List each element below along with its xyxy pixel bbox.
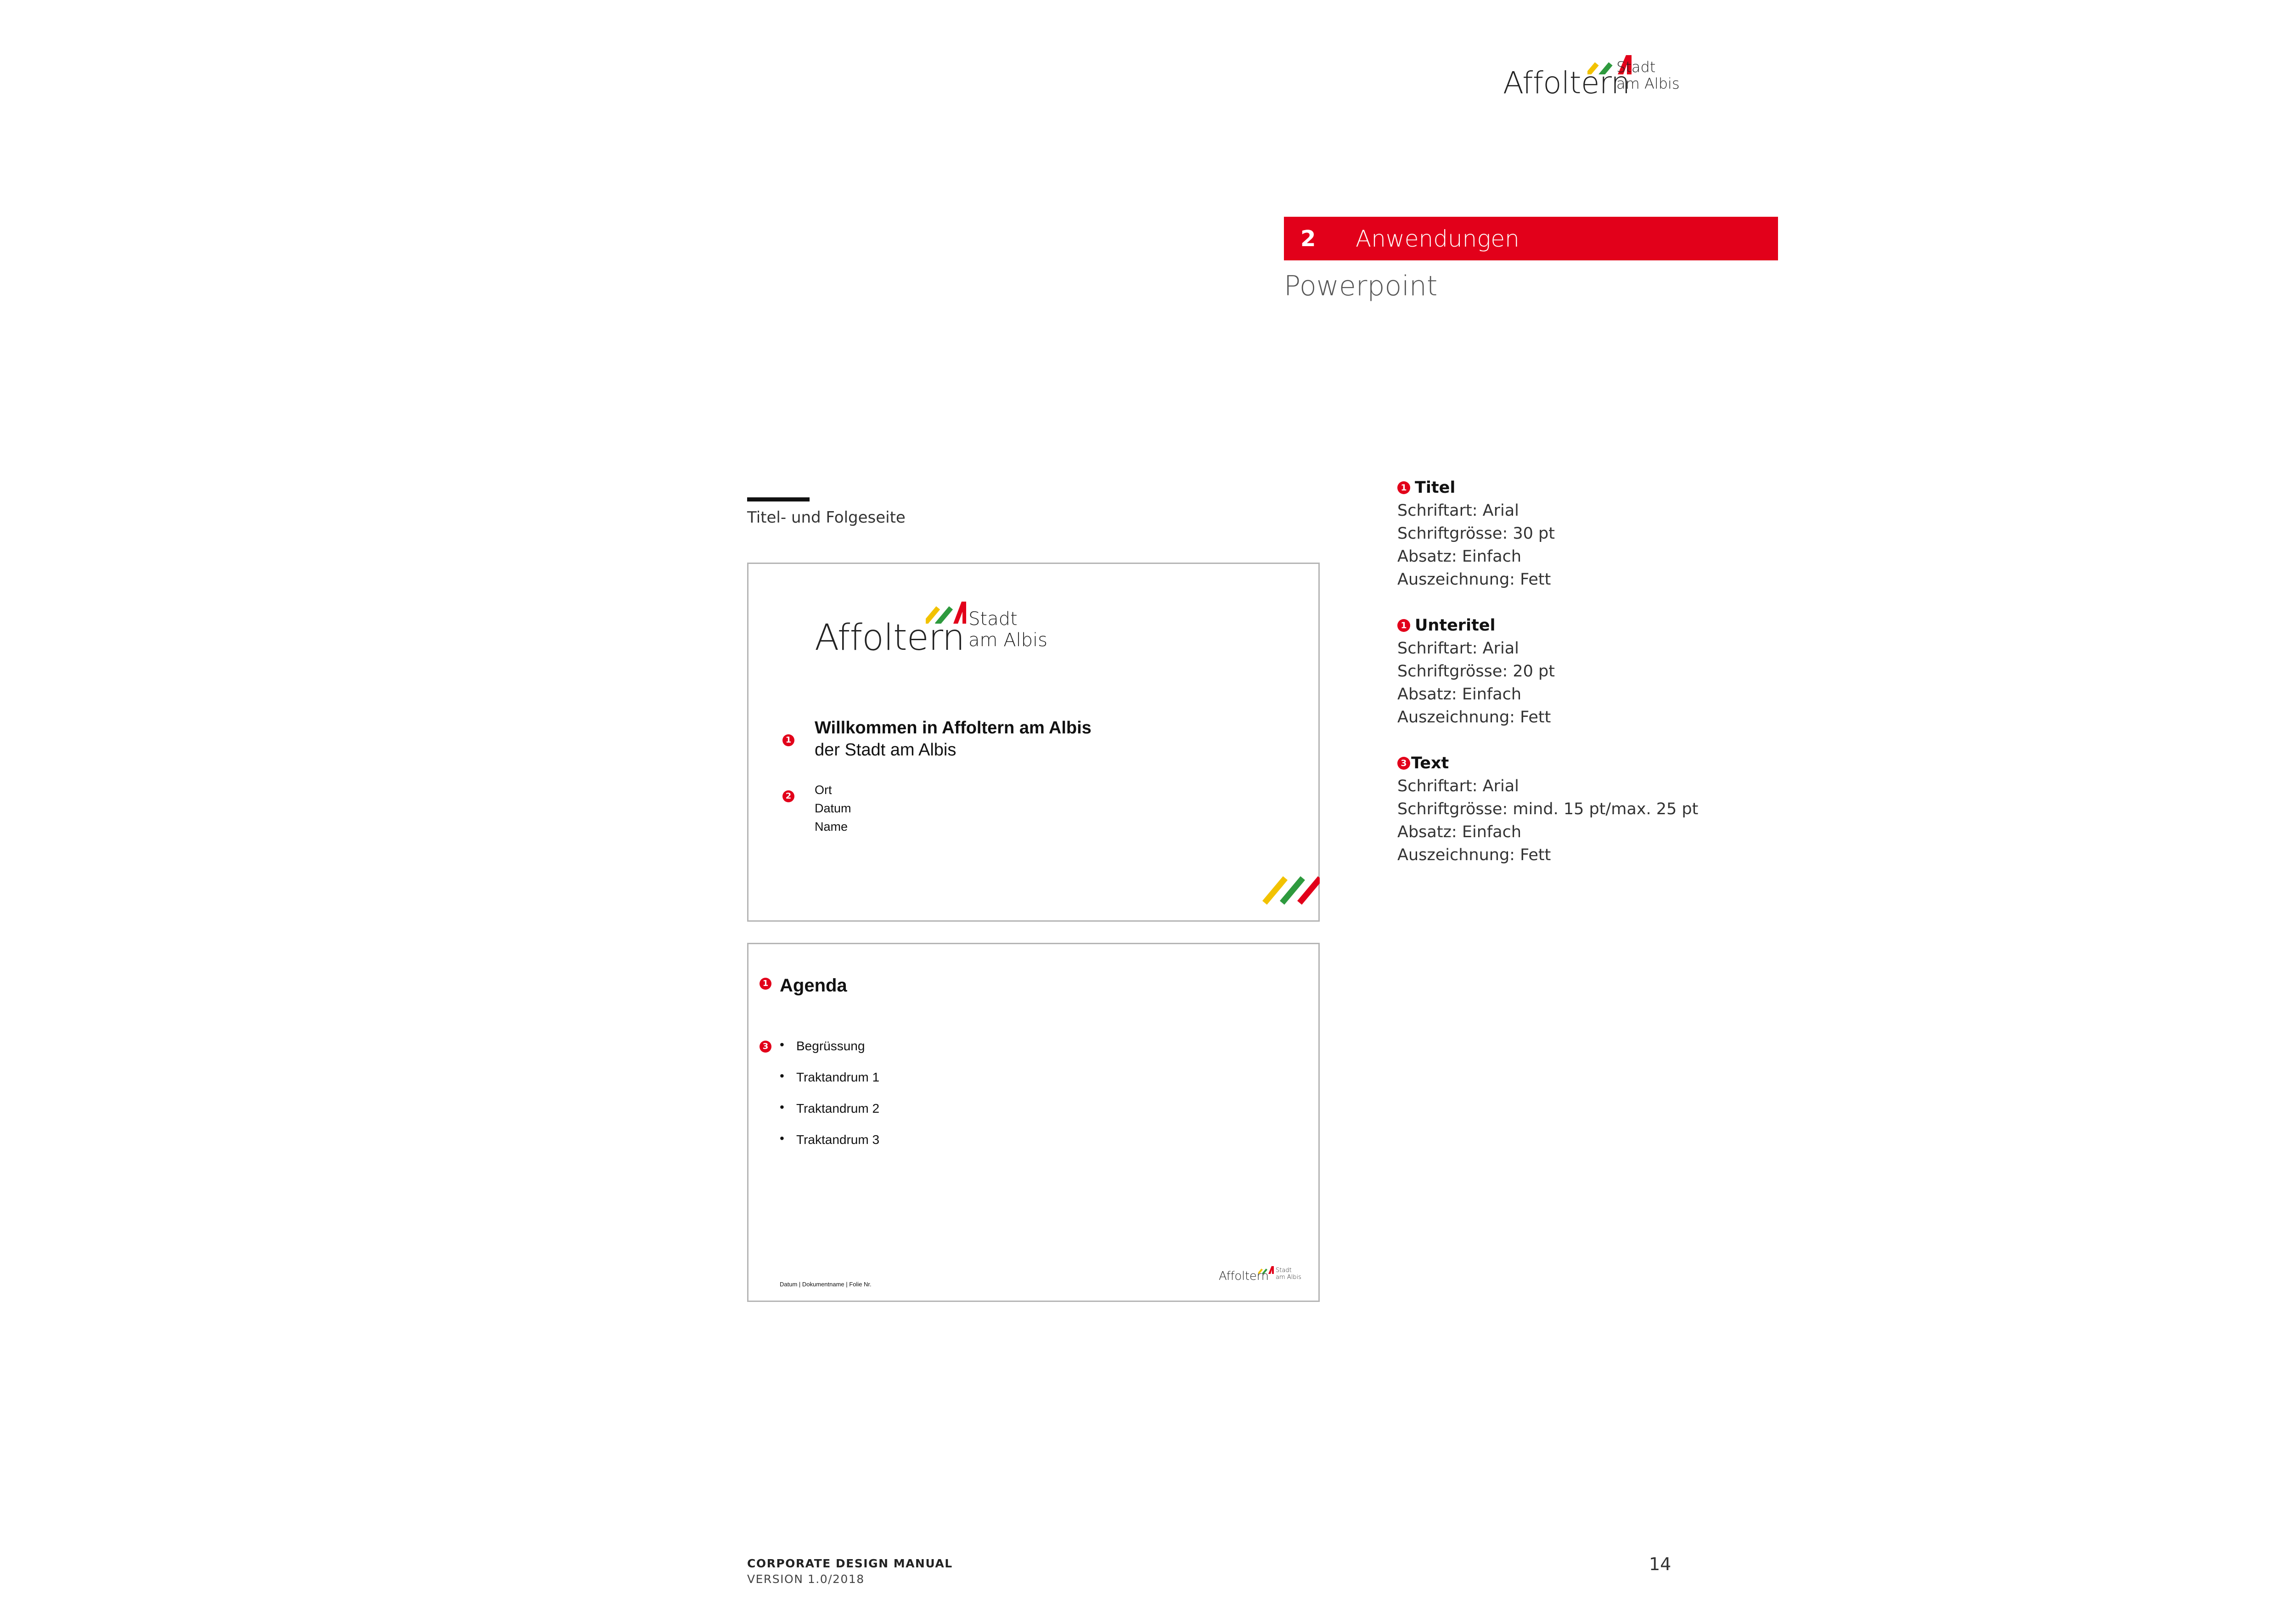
slide-logo-line-stadt: Stadt [968, 608, 1018, 630]
spec-line: Auszeichnung: Fett [1397, 708, 1551, 727]
agenda-item: Traktandrum 2 [796, 1101, 880, 1115]
spec-titel [1397, 476, 1555, 591]
caption-rule [747, 497, 810, 501]
section-number: 2 [1300, 225, 1316, 252]
logo-line-albis: am Albis [1616, 75, 1680, 92]
marker-subtitle: 2 [782, 790, 794, 802]
section-bar [1284, 217, 1778, 260]
spec-line: Auszeichnung: Fett [1397, 570, 1551, 589]
slide-logo-wordmark: Affoltern [815, 617, 965, 659]
spec-line: Schriftart: Arial [1397, 777, 1519, 795]
slide-subtitle-text: der Stadt am Albis [815, 740, 957, 760]
slide-meta [815, 781, 851, 836]
agenda-bullet: • [780, 1131, 784, 1145]
slide-footer-stadt: Stadt [1276, 1267, 1292, 1274]
marker-agenda-text: 3 [760, 1041, 771, 1053]
agenda-item: Traktandrum 3 [796, 1132, 880, 1147]
spec-line: Schriftart: Arial [1397, 501, 1519, 520]
marker-agenda-title: 1 [760, 978, 771, 990]
logo-wordmark: Affoltern [1503, 65, 1630, 101]
spec-line: Auszeichnung: Fett [1397, 846, 1551, 864]
spec-line: Schriftart: Arial [1397, 639, 1519, 658]
spec-heading [1397, 752, 1698, 775]
spec-heading [1397, 614, 1555, 637]
spec-marker: 1 [1397, 481, 1410, 494]
spec-heading [1397, 476, 1555, 499]
meta-datum: Datum [815, 801, 851, 815]
title-slide-preview [747, 563, 1320, 922]
slide-footer-text: Datum | Dokumentname | Folie Nr. [780, 1281, 872, 1288]
spec-line: Absatz: Einfach [1397, 547, 1522, 566]
slide-title-text: Willkommen in Affoltern am Albis [815, 718, 1092, 738]
spec-line: Absatz: Einfach [1397, 685, 1522, 704]
marker-title: 1 [782, 734, 794, 746]
spec-heading-text: Titel [1415, 479, 1456, 497]
spec-heading-text: Unteritel [1415, 616, 1496, 635]
agenda-item: Begrüssung [796, 1039, 865, 1053]
spec-line: Schriftgrösse: mind. 15 pt/max. 25 pt [1397, 800, 1699, 818]
spec-heading-text: Text [1411, 754, 1449, 772]
agenda-bullet: • [780, 1100, 784, 1114]
spec-unteritel [1397, 614, 1555, 729]
agenda-bullet: • [780, 1037, 784, 1052]
page-number: 14 [1649, 1554, 1671, 1574]
slide-logo-line-albis: am Albis [968, 630, 1048, 651]
spec-line: Schriftgrösse: 30 pt [1397, 524, 1555, 543]
slide-footer-albis: am Albis [1276, 1274, 1301, 1281]
caption-text: Titel- und Folgeseite [747, 508, 906, 527]
spec-text [1397, 752, 1698, 867]
slide-footer-wordmark: Affoltern [1219, 1269, 1269, 1283]
slide-corner-stripes-icon [1262, 876, 1320, 907]
spec-line: Schriftgrösse: 20 pt [1397, 662, 1555, 681]
spec-line: Absatz: Einfach [1397, 823, 1522, 841]
page-heading: Powerpoint [1284, 270, 1438, 302]
footer-title: CORPORATE DESIGN MANUAL [747, 1557, 953, 1570]
meta-ort: Ort [815, 783, 832, 797]
section-title: Anwendungen [1356, 225, 1519, 252]
agenda-slide-preview [747, 943, 1320, 1302]
agenda-item: Traktandrum 1 [796, 1070, 880, 1084]
agenda-bullet: • [780, 1069, 784, 1083]
spec-marker: 3 [1397, 757, 1410, 770]
meta-name: Name [815, 820, 848, 834]
spec-marker: 1 [1397, 619, 1410, 632]
logo-line-stadt: Stadt [1616, 58, 1656, 76]
footer-version: VERSION 1.0/2018 [747, 1572, 865, 1586]
agenda-title: Agenda [780, 975, 847, 996]
